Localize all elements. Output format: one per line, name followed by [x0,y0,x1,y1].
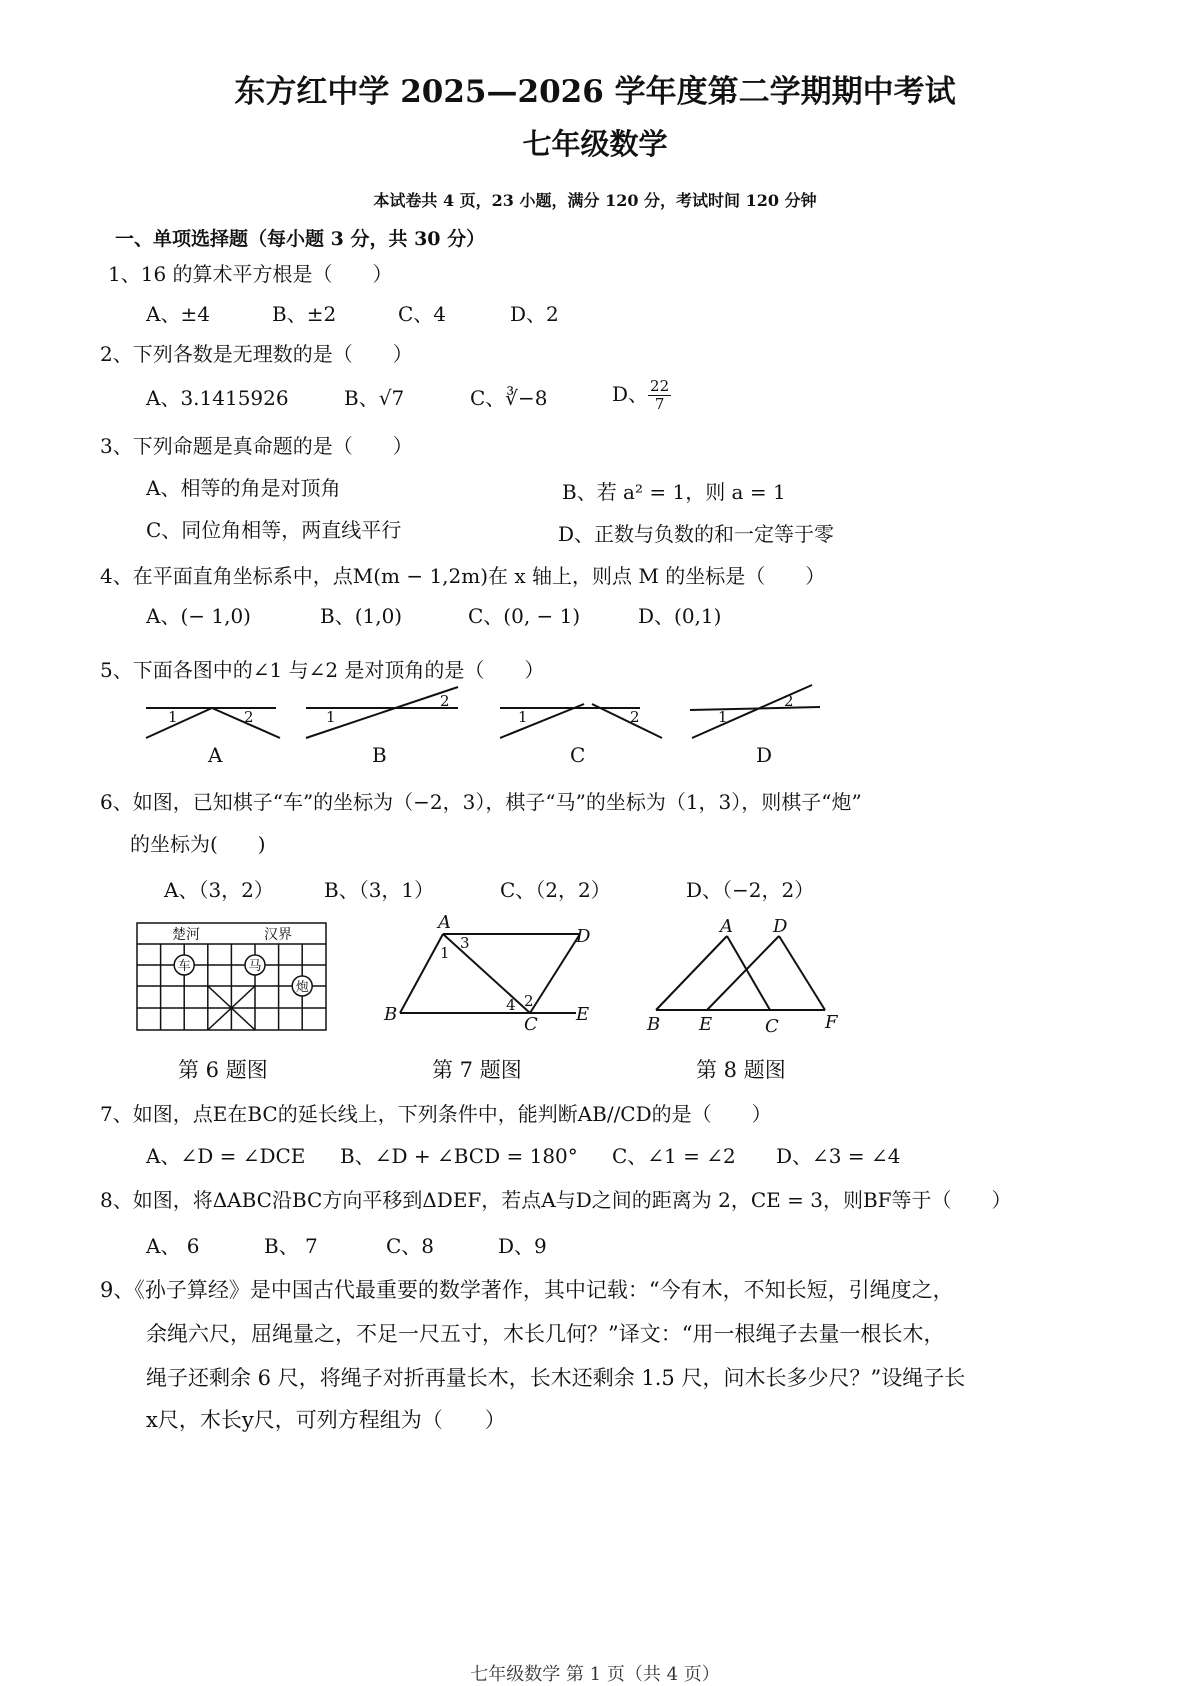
point-a: A [720,916,733,937]
chess-piece-pao [292,976,312,996]
fig-c-left-ray [500,704,584,738]
segment-ac [443,934,530,1013]
fig-a-angle-1: 1 [168,708,178,726]
chess-piece-ma [245,955,265,975]
fraction [648,378,671,413]
question-1-option-b: B、±2 [272,302,337,326]
question-2-stem: 2、下列各数是无理数的是（ ） [100,342,413,366]
question-1-option-d: D、2 [510,302,559,326]
angle-1-label: 1 [440,944,450,962]
point-a: A [438,912,451,933]
point-c: C [765,1016,779,1037]
fig-b-angle-2: 2 [440,692,450,710]
point-e: E [699,1014,713,1035]
page-footer: 七年级数学 第 1 页（共 4 页） [470,1664,720,1685]
question-3-option-c: C、同位角相等，两直线平行 [146,518,402,542]
point-d: D [576,926,591,947]
question-8-option-d: D、9 [498,1234,547,1258]
fig-c-angle-1: 1 [518,708,528,726]
caption-figure-6: 第 6 题图 [178,1058,268,1082]
question-3-option-d: D、正数与负数的和一定等于零 [558,522,835,546]
angle-3-label: 3 [460,934,470,952]
question-9-line-3: 绳子还剩余 6 尺，将绳子对折再量长木，长木还剩余 1.5 尺，问木长多少尺？”设绳子长 [146,1366,966,1390]
question-6-option-c: C、（2，2） [500,878,611,902]
fig-d-angle-2: 2 [784,692,794,710]
figure-7-diagram [380,912,610,1037]
segment-dc [530,934,580,1013]
point-e: E [576,1004,590,1025]
exam-subtitle: 七年级数学 [522,127,668,161]
river-label-left: 楚河 [172,927,200,943]
question-1-stem: 1、16 的算术平方根是（ ） [108,262,393,286]
segment-de [707,936,779,1010]
question-4-option-c: C、(0, − 1) [468,604,581,628]
segment-df [779,936,825,1010]
question-6-option-b: B、（3，1） [324,878,435,902]
question-2-option-d-label: D、 [612,382,649,406]
question-7-option-d: D、∠3 = ∠4 [776,1144,901,1168]
point-b: B [384,1004,398,1025]
question-7-option-b: B、∠D + ∠BCD = 180° [340,1144,578,1168]
question-9-line-1: 9、《孙子算经》是中国古代最重要的数学著作，其中记载：“今有木，不知长短，引绳度之， [100,1278,954,1302]
fig-a-label: A [208,743,223,767]
question-6-option-d: D、（−2，2） [686,878,815,902]
question-5-figures [0,680,1190,800]
question-7-option-c: C、∠1 = ∠2 [612,1144,736,1168]
figure-8-diagram [645,912,865,1037]
fig-d-label: D [756,743,773,767]
question-3-option-a: A、相等的角是对顶角 [146,476,341,500]
question-4-option-a: A、(− 1,0) [146,604,251,628]
point-f: F [825,1012,838,1033]
exam-title: 东方红中学 2025—2026 学年度第二学期期中考试 [234,74,956,110]
question-2-option-b: B、√7 [344,386,405,410]
question-7-option-a: A、∠D = ∠DCE [146,1144,306,1168]
fig-b-label: B [372,743,387,767]
question-8-stem: 8、如图，将ΔABC沿BC方向平移到ΔDEF，若点A与D之间的距离为 2，CE = 3，则BF等于（ ） [100,1188,1012,1212]
caption-figure-8: 第 8 题图 [696,1058,786,1082]
fraction-numerator: 22 [650,377,670,395]
question-5-stem: 5、下面各图中的∠1 与∠2 是对顶角的是（ ） [100,658,545,682]
fig-a-angle-2: 2 [244,708,254,726]
question-4-option-d: D、(0,1) [638,604,722,628]
question-2-option-c: C、∛−8 [470,386,548,410]
question-2-option-a: A、3.1415926 [146,386,289,410]
question-3-option-b: B、若 a² = 1，则 a = 1 [562,480,786,504]
segment-ac [727,936,770,1010]
question-1-option-a: A、±4 [146,302,210,326]
figure-6-chess-board [136,922,336,1037]
point-d: D [773,916,788,937]
fraction-denominator: 7 [654,395,665,413]
point-c: C [524,1014,538,1035]
chess-piece-pao-label: 炮 [295,980,309,995]
exam-note: 本试卷共 4 页，23 小题，满分 120 分，考试时间 120 分钟 [373,191,817,210]
fig-c-right-ray [592,704,662,738]
question-6-option-a: A、（3，2） [164,878,274,902]
angle-2-label: 2 [524,992,534,1010]
angle-4-label: 4 [506,996,516,1014]
fig-b-angle-1: 1 [326,708,336,726]
question-6-stem: 6、如图，已知棋子“车”的坐标为（−2，3），棋子“马”的坐标为（1，3），则棋子“炮” [100,790,862,814]
question-4-stem: 4、在平面直角坐标系中，点M(m − 1,2m)在 x 轴上，则点 M 的坐标是（ ） [100,564,826,588]
question-4-option-b: B、(1,0) [320,604,403,628]
fig-c-label: C [570,743,586,767]
chess-piece-che [174,955,194,975]
fig-a-left-ray [146,708,212,738]
chess-piece-che-label: 车 [177,959,191,974]
question-9-line-4: x尺，木长y尺，可列方程组为（ ） [146,1408,506,1432]
question-3-stem: 3、下列命题是真命题的是（ ） [100,434,413,458]
chess-piece-ma-label: 马 [248,959,262,974]
question-7-stem: 7、如图，点E在BC的延长线上，下列条件中，能判断AB//CD的是（ ） [100,1102,772,1126]
fig-d-angle-1: 1 [718,708,728,726]
question-8-option-b: B、 7 [264,1234,318,1258]
caption-figure-7: 第 7 题图 [432,1058,522,1082]
fig-c-angle-2: 2 [630,708,640,726]
river-label-right: 汉界 [264,927,292,943]
section-title: 一、单项选择题（每小题 3 分，共 30 分） [115,228,486,250]
question-9-line-2: 余绳六尺，屈绳量之，不足一尺五寸，木长几何？”译文：“用一根绳子去量一根长木， [146,1322,945,1346]
question-2-option-d [612,378,671,413]
segment-ab [400,934,443,1013]
segment-ab [656,936,727,1010]
fig-d-crossing-line [692,685,812,738]
question-8-option-c: C、8 [386,1234,435,1258]
point-b: B [647,1014,661,1035]
question-8-option-a: A、 6 [146,1234,200,1258]
question-6-stem-line2: 的坐标为( ) [130,832,266,856]
question-1-option-c: C、4 [398,302,447,326]
